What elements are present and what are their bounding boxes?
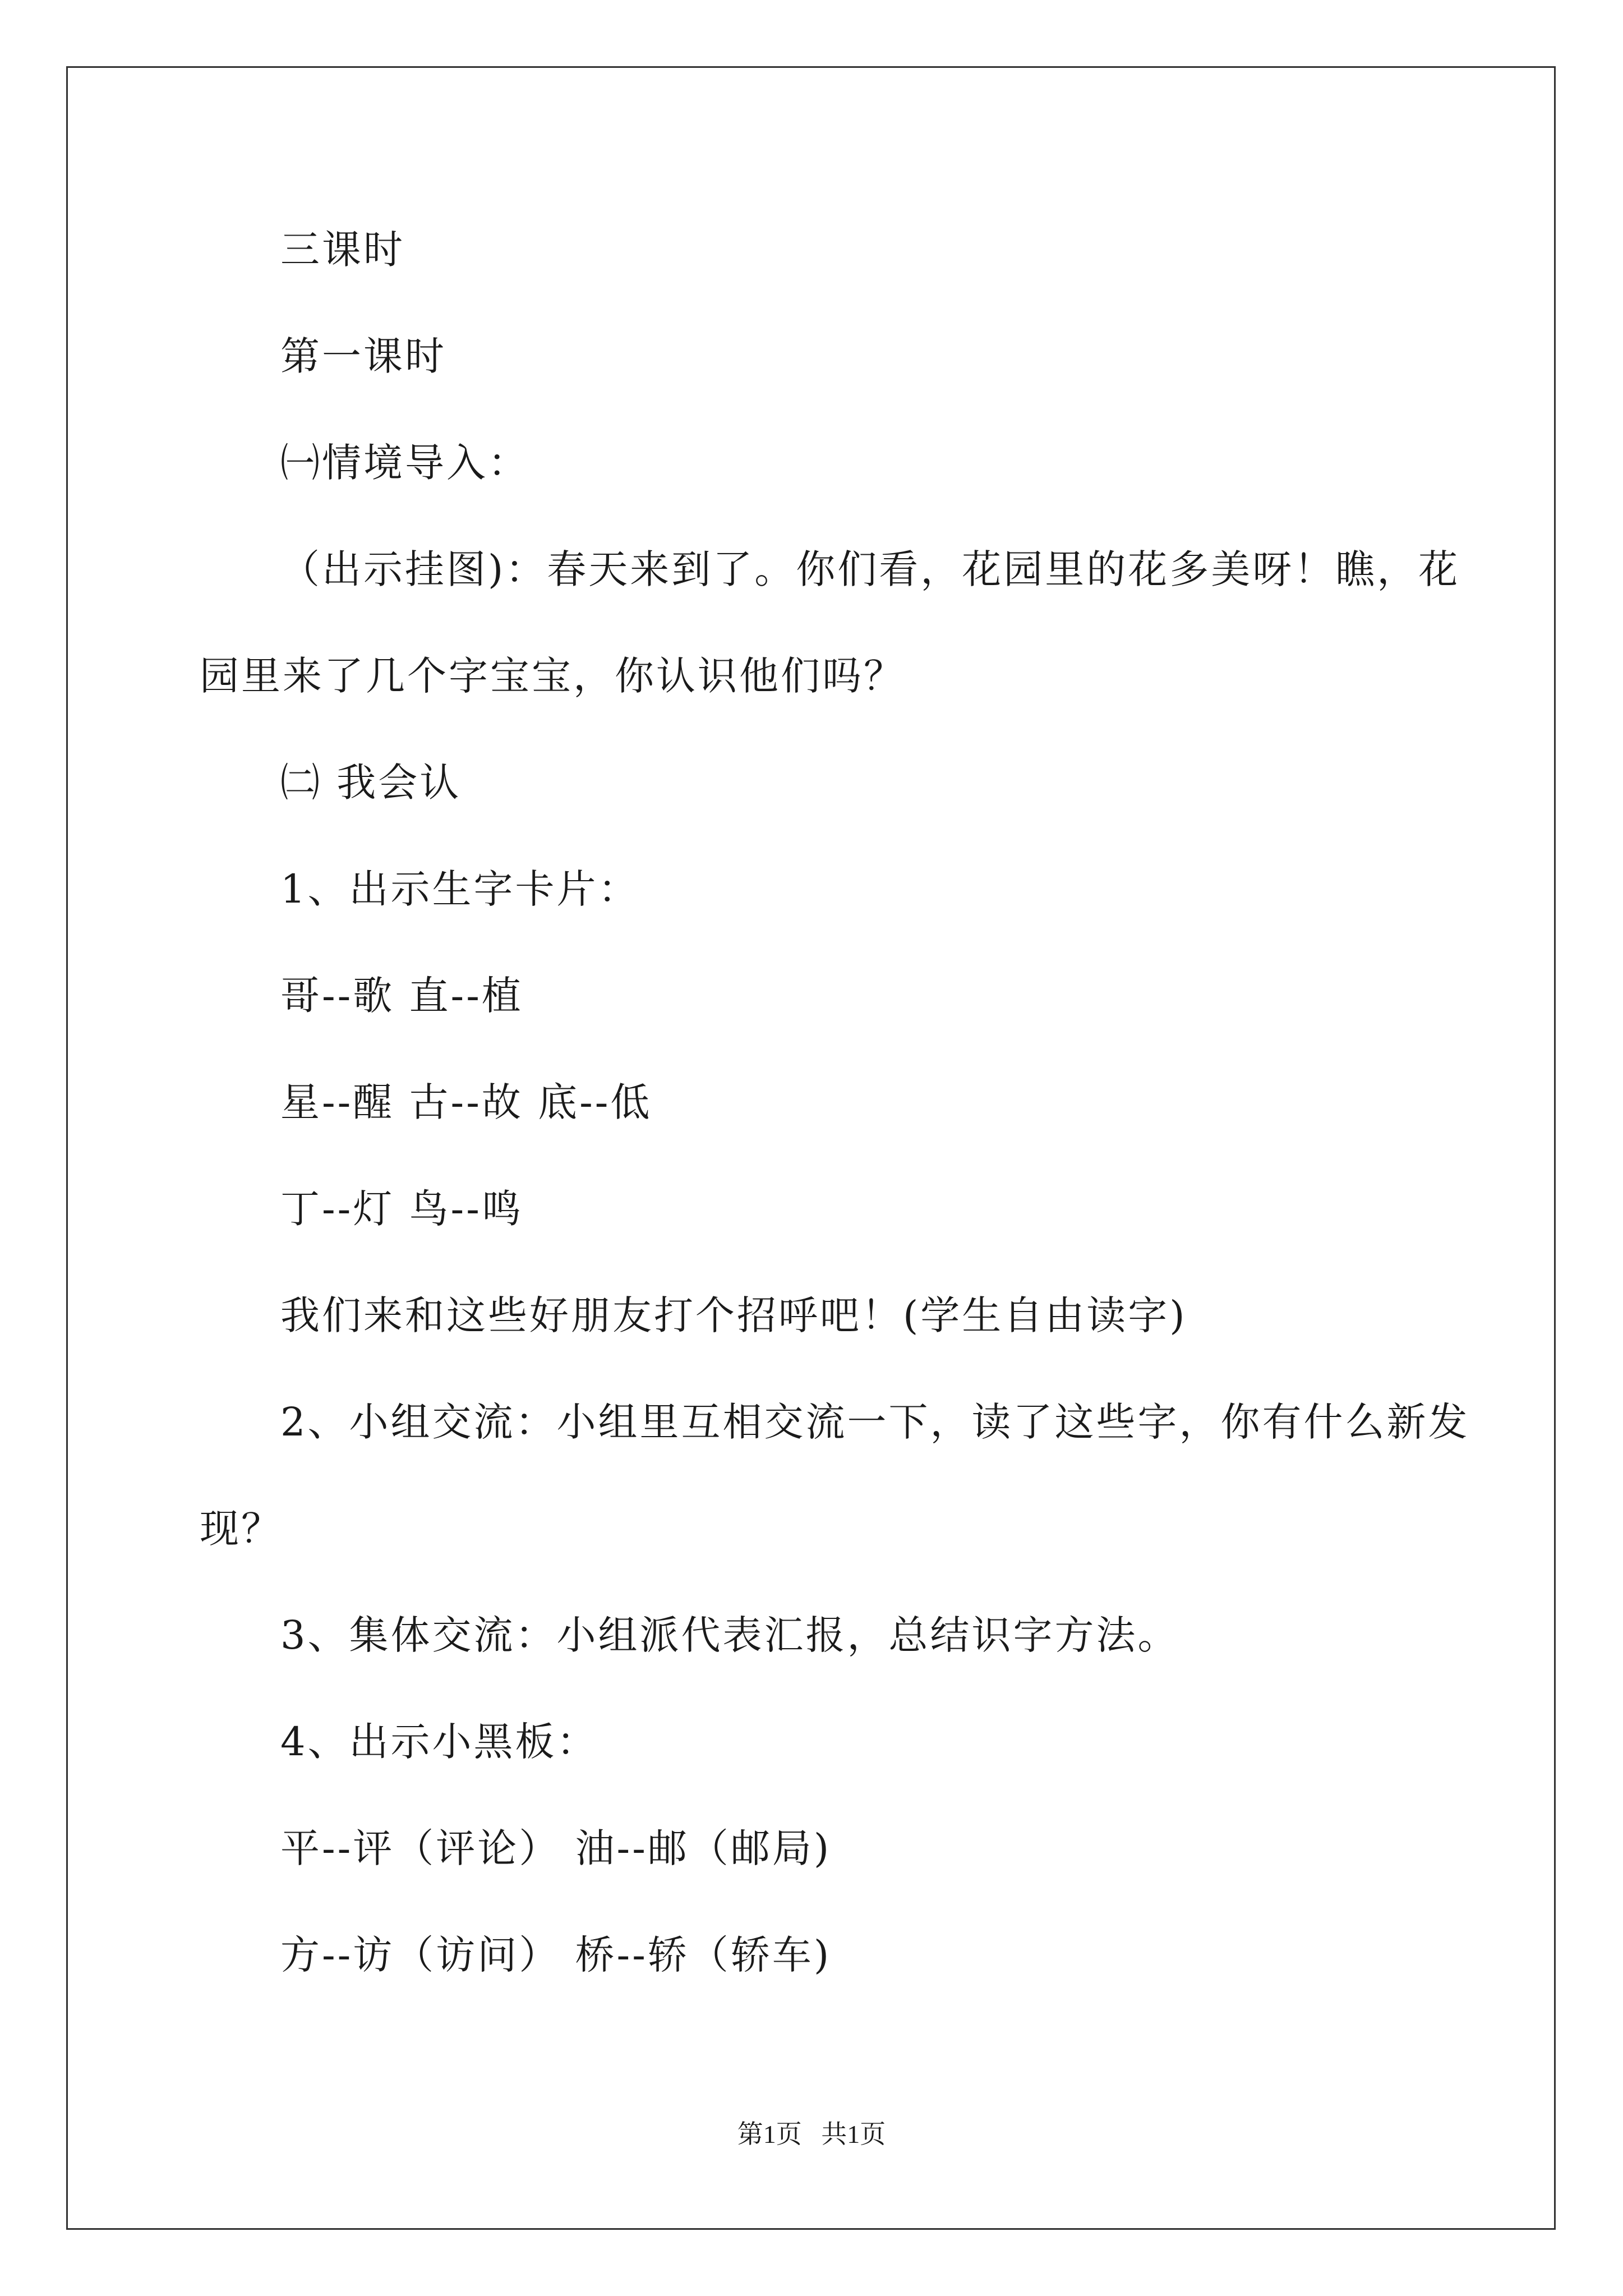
step-4-line: 4、出示小黑板： — [280, 1719, 598, 1765]
character-pair-line: 方--访（访问） 桥--轿（轿车) — [280, 1932, 832, 1978]
paragraph-line: 现？ — [200, 1506, 283, 1552]
first-lesson-heading: 第一课时 — [280, 333, 446, 379]
step-1-line: 1、出示生字卡片： — [280, 866, 640, 912]
paragraph-line: 我们来和这些好朋友打个招呼吧！(学生自由读字) — [280, 1292, 1187, 1338]
step-3-line: 3、集体交流：小组派代表汇报，总结识字方法。 — [280, 1612, 1179, 1658]
paragraph-line: 园里来了几个字宝宝，你认识他们吗？ — [200, 653, 905, 699]
lesson-count-line: 三课时 — [280, 227, 405, 273]
page-border — [66, 66, 1556, 2230]
character-pair-line: 丁--灯 鸟--鸣 — [280, 1186, 523, 1232]
paragraph-line: （出示挂图)：春天来到了。你们看，花园里的花多美呀！瞧，花 — [280, 546, 1460, 592]
page-footer: 第1页 共1页 — [737, 2120, 886, 2148]
character-pair-line: 平--评（评论） 油--邮（邮局) — [280, 1825, 832, 1871]
step-2-line: 2、小组交流：小组里互相交流一下，读了这些字，你有什么新发 — [280, 1399, 1470, 1445]
section-2-heading: ㈡ 我会认 — [280, 760, 462, 806]
character-pair-line: 哥--歌 直--植 — [280, 973, 523, 1019]
section-1-heading: ㈠情境导入： — [280, 440, 529, 486]
character-pair-line: 星--醒 古--故 底--低 — [280, 1079, 652, 1125]
